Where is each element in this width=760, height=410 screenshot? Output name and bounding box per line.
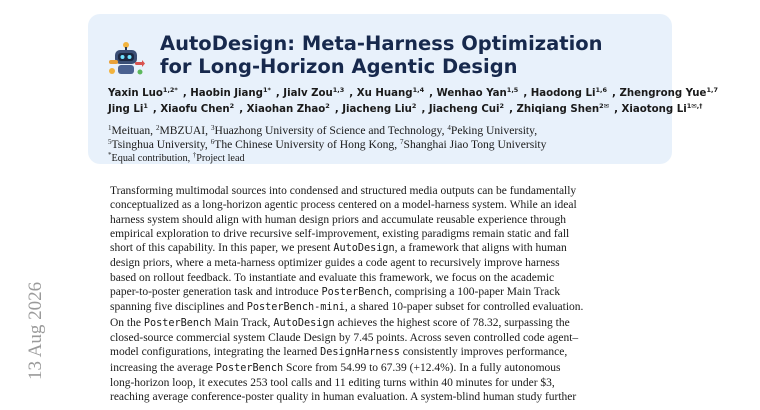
abstract-line (110, 213, 655, 227)
abstract-text: spanning five disciplines and (110, 301, 247, 314)
equal-contribution-note: Equal contribution, (111, 153, 193, 164)
affiliation-name: Tsinghua University, (111, 138, 211, 151)
paper-title-line-1: AutoDesign: Meta-Harness Optimization (160, 32, 603, 55)
abstract-line (110, 390, 655, 404)
robot-designer-icon (106, 38, 146, 78)
affiliation-number: 6 (210, 138, 215, 146)
author-name (283, 88, 344, 99)
paper-title (160, 32, 630, 78)
author-name-text: Xiaohan Zhao (246, 104, 326, 115)
equal-contribution-mark: * (108, 151, 112, 159)
affiliation-number: 3 (210, 124, 215, 132)
abstract-text: On the (110, 316, 144, 329)
author-name (437, 88, 519, 99)
affiliation-name: Peking University, (450, 124, 538, 137)
abstract-term: PosterBench (143, 317, 212, 329)
abstract-line (110, 316, 655, 331)
author-name-text: Xiaofu Chen (160, 104, 230, 115)
author-name-text: Xu Huang (356, 88, 413, 99)
abstract-text: Transforming multimodal sources into condensed and structured media outputs can be fundamentally (110, 185, 577, 197)
author-name (342, 104, 416, 115)
affiliation-number: 7 (400, 138, 404, 146)
abstract-text: based on rollout feedback. To instantiate and evaluate this framework, we focus on the academic (110, 271, 555, 284)
author-affiliation-mark: 1* (262, 86, 271, 94)
author-name (531, 88, 607, 99)
abstract-text: paper-to-poster generation task and introduce (110, 286, 322, 299)
author-name-text: Jing Li (108, 104, 144, 115)
author-name (622, 104, 703, 115)
abstract-line (110, 256, 655, 270)
abstract-line (110, 376, 655, 390)
abstract-text: model configurations, integrating the learned (110, 346, 321, 359)
author-name-text: Haobin Jiang (190, 88, 263, 99)
author-affiliation-mark: 2 (229, 102, 235, 110)
author-affiliation-mark: 1,3 (332, 86, 345, 94)
author-name-text: Yaxin Luo (108, 88, 163, 99)
contribution-notes (108, 152, 663, 166)
author-name (619, 88, 718, 99)
affiliation-line-2 (108, 138, 663, 152)
author-name-text: Zhengrong Yue (619, 88, 707, 99)
author-name (190, 88, 271, 99)
abstract-text: , a framework that aligns with human (394, 242, 567, 255)
abstract-text: closed-source commercial system Claude Design by 7.45 points. Across seven controlled code agent– (110, 331, 579, 344)
author-affiliation-mark: 2 (499, 102, 505, 110)
author-affiliation-mark: 2✉ (599, 102, 610, 110)
author-name-text: Wenhao Yan (436, 88, 507, 99)
abstract-line (110, 345, 655, 360)
author-line-1: Yaxin Luo$^{1,2*}$ , Haobin Jiang$^{1*}$ , Jialv Zou$^{1,3}$ , Xu Huang$^{1,4}$ , Wenhao Yan$^{1,5}$ , Haodong Li$^{1,6}$ , Zhengrong Yue$^{1,7}$ (108, 86, 718, 99)
abstract-line (110, 331, 655, 345)
abstract-term: PosterBench (215, 362, 284, 374)
author-name-text: Jiacheng Cui (428, 104, 500, 115)
abstract-line (110, 271, 655, 285)
author-affiliation-mark: 1,6 (595, 86, 608, 94)
abstract-line (110, 227, 655, 241)
affiliation-name: The Chinese University of Hong Kong, (214, 138, 401, 151)
abstract-text: , a shared 10-paper subset for controlled evaluation. (344, 301, 584, 314)
paper-title-line-2: for Long-Horizon Agentic Design (160, 55, 518, 78)
abstract-text: achieves the highest score of 78.32, surpassing the (334, 316, 570, 329)
author-name-text: Haodong Li (530, 88, 596, 99)
author-affiliation-mark: 1 (143, 102, 148, 110)
author-name (108, 88, 178, 99)
abstract-line (110, 198, 655, 212)
affiliation-number: 5 (108, 138, 112, 146)
abstract-text: short of this capability. In this paper, we present (110, 242, 334, 255)
abstract-line (110, 285, 655, 300)
author-line-2: Jing Li$^1$ , Xiaofu Chen$^2$ , Xiaohan Zhao$^2$ , Jiacheng Liu$^2$ , Jiacheng Cui$^2$ , Zhiqiang Shen$^{2✉}$ , Xiaotong $Li^{1✉,\dagger}$ (108, 102, 703, 115)
affiliation-name: Huazhong University of Science and Technology, (214, 124, 448, 137)
abstract-term: AutoDesign (273, 317, 335, 329)
affiliation-name: MBZUAI, (159, 124, 211, 137)
arxiv-date-stamp: 13 Aug 2026 (25, 281, 46, 380)
abstract-line (110, 300, 655, 315)
project-lead-note: Project lead (196, 153, 245, 164)
affiliation-name: Shanghai Jiao Tong University (403, 138, 547, 151)
abstract-text: empirical exploration to drive recursive self-improvement, existing paradigms remain static and fall (110, 227, 570, 240)
abstract-line (110, 361, 655, 376)
abstract-text: harness system should align with human design priors and accumulate reusable experience through (110, 213, 567, 226)
abstract-text: Score from 54.99 to 67.39 (+12.4%). In a fully autonomous (283, 361, 561, 374)
project-lead-mark: † (192, 151, 197, 159)
author-affiliation-mark: 1,5 (506, 86, 519, 94)
affiliation-number: 2 (155, 124, 160, 132)
abstract-text: consistently improves performance, (399, 346, 568, 359)
abstract-text: design priors, where a meta-harness optimizer guides a code agent to recursively improve harness (110, 257, 560, 270)
abstract-text: Main Track, (211, 316, 274, 329)
author-name (160, 104, 234, 115)
affiliations (108, 124, 663, 166)
affiliation-number: 1 (108, 124, 112, 132)
abstract-term: PosterBench-mini (246, 302, 345, 314)
author-affiliation-mark: 1,2* (162, 86, 178, 94)
author-affiliation-mark: 2 (325, 102, 330, 110)
affiliation-line-1 (108, 124, 663, 138)
author-name (517, 104, 610, 115)
author-affiliation-mark: 1,7 (706, 86, 718, 94)
abstract-text: increasing the average (110, 361, 216, 374)
author-name-text: Jiacheng Liu (342, 104, 412, 115)
abstract-term: PosterBench (321, 287, 389, 299)
abstract-line (110, 184, 655, 198)
author-affiliation-mark: 2 (411, 102, 417, 110)
author-affiliation-mark: 1✉,† (686, 102, 703, 110)
author-name (429, 104, 504, 115)
author-list (108, 86, 718, 118)
abstract-text: reaching average conference-poster quality in human evaluation. A system-blind human study further (110, 391, 577, 404)
affiliation-number: 4 (447, 124, 451, 132)
abstract-text: , comprising a 100-paper Main Track (388, 286, 561, 299)
author-name-text: Zhiqiang Shen (516, 104, 600, 115)
abstract (110, 184, 655, 404)
author-name-text: Jialv Zou (283, 88, 333, 99)
affiliation-name: Meituan, (111, 124, 156, 137)
author-name (357, 88, 424, 99)
abstract-term: AutoDesign (333, 243, 395, 255)
author-affiliation-mark: 1,4 (412, 86, 425, 94)
author-name-text: Xiaotong Li (621, 104, 687, 115)
abstract-text: long-horizon loop, it executes 253 tool calls and 11 editing turns within 40 minutes for under $3, (110, 376, 555, 389)
author-name (108, 104, 148, 115)
abstract-line (110, 241, 655, 256)
abstract-text: conceptualized as a long-horizon agentic process centered on a model-harness system. While an ideal (110, 199, 577, 212)
abstract-term: DesignHarness (320, 347, 400, 359)
author-name (247, 104, 330, 115)
